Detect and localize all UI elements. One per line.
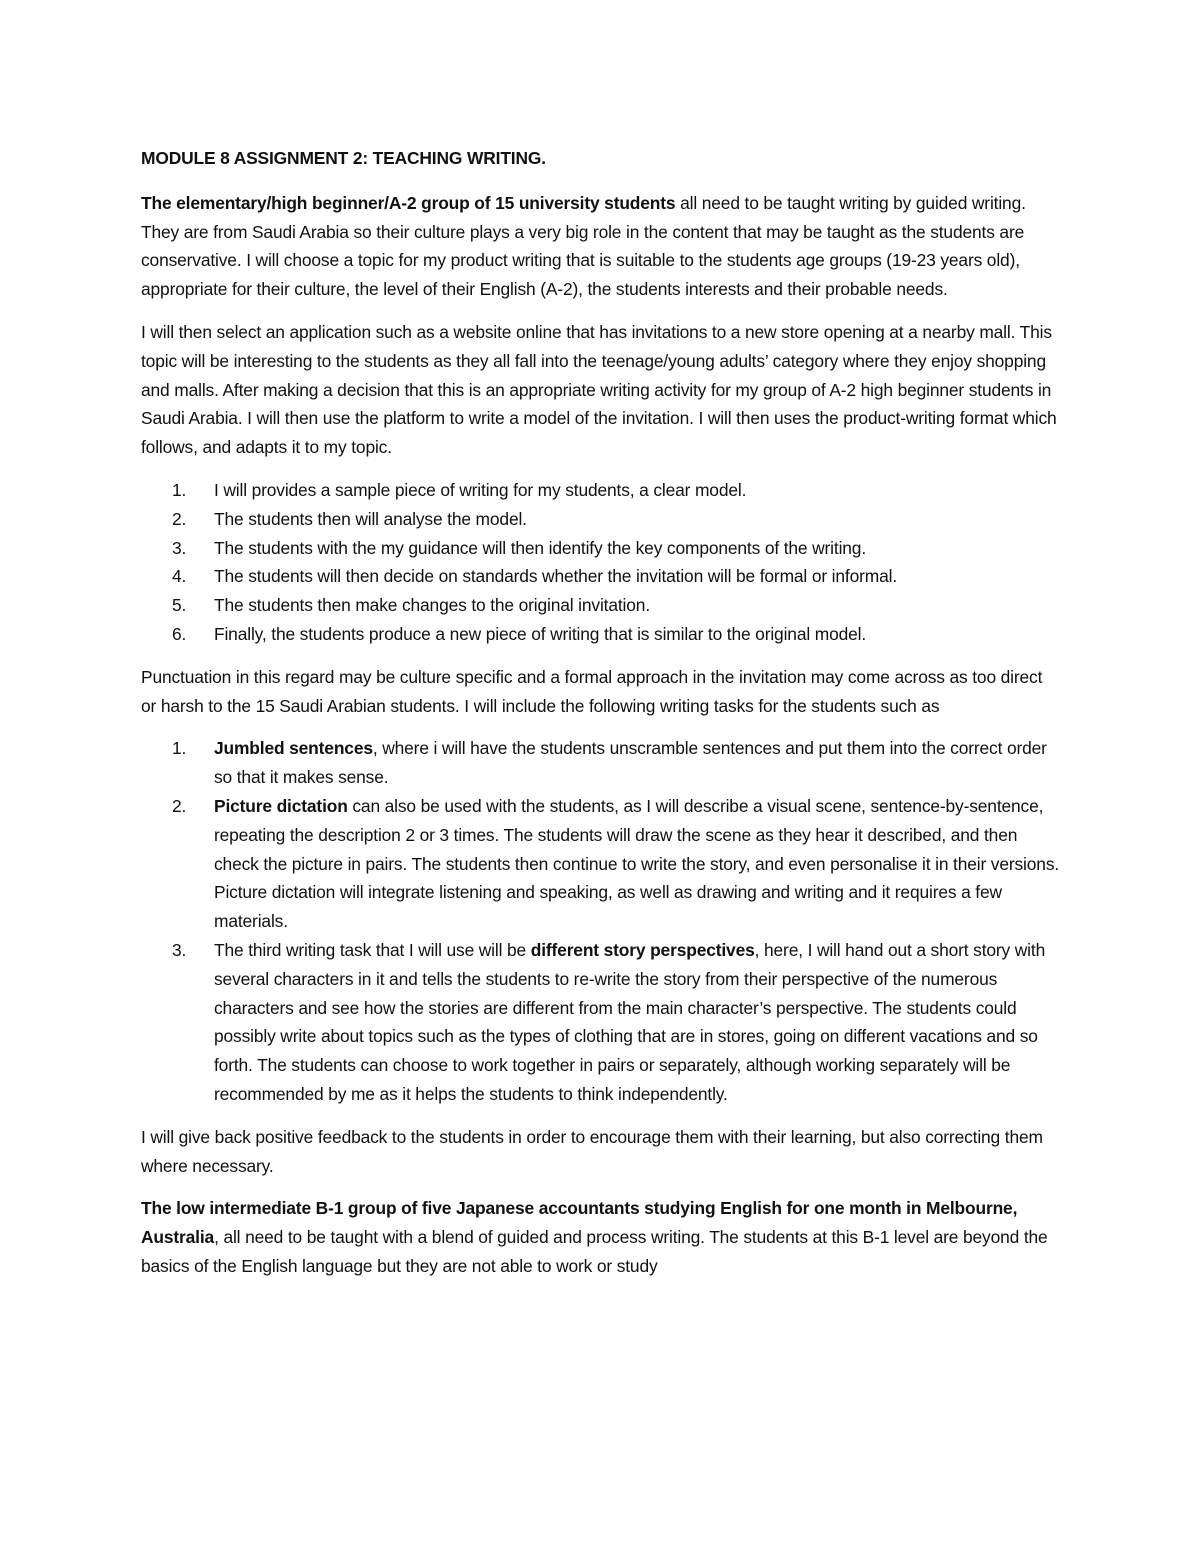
list-item: [141, 734, 1061, 792]
list-number: 3.: [172, 537, 187, 558]
task-name: Jumbled sentences: [214, 738, 373, 759]
list-number: 1.: [172, 738, 187, 759]
list-item-text: The students then make changes to the original invitation.: [214, 595, 651, 616]
list-number: 3.: [172, 939, 187, 960]
list-number: 5.: [172, 595, 187, 616]
paragraph-text: , all need to be taught with a blend of guided and process writing. The students at this B-1 level are beyond the basics of the English language but they are not able to work or study: [141, 1227, 1048, 1276]
paragraph-a2-group: [141, 189, 1061, 304]
list-item-text-before: The third writing task that I will use will be: [214, 939, 531, 960]
list-item: [141, 534, 1061, 563]
paragraph-text: all need to be taught writing by guided writing. They are from Saudi Arabia so their culture plays a very big role in the content that may be taught as the students are conservative. I will choose a topic for my product writing that is suitable to the students age groups (19-23 years old), appropriate for their culture, the level of their English (A-2), the students interests and their probable needs.: [141, 192, 1026, 300]
list-number: 6.: [172, 623, 187, 644]
list-item: [141, 476, 1061, 505]
bold-lead-b1-group: The low intermediate B-1 group of five Japanese accountants studying English for one month in Melbourne, Australia: [141, 1198, 1018, 1248]
list-item: [141, 505, 1061, 534]
bold-lead-a2-group: The elementary/high beginner/A-2 group of 15 university students: [141, 192, 676, 213]
paragraph-application: I will then select an application such as a website online that has invitations to a new store opening at a nearby mall. This topic will be interesting to the students as they all fall into the teenage/young adults’ category where they enjoy shopping and malls. After making a decision that this is an appropriate writing activity for my group of A-2 high beginner students in Saudi Arabia. I will then use the platform to write a model of the invitation. I will then uses the product-writing format which follows, and adapts it to my topic.: [141, 321, 1057, 458]
list-item: [141, 936, 1061, 1109]
task-name: different story perspectives: [530, 939, 755, 960]
list-item: [141, 591, 1061, 620]
list-number: 2.: [172, 508, 187, 529]
paragraph-punctuation: Punctuation in this regard may be culture specific and a formal approach in the invitation may come across as too direct or harsh to the 15 Saudi Arabian students. I will include the following writing tasks for the students such as: [141, 666, 1043, 716]
list-number: 2.: [172, 795, 187, 816]
list-item: [141, 620, 1061, 649]
paragraph-feedback: I will give back positive feedback to the students in order to encourage them with their learning, but also correcting them where necessary.: [141, 1126, 1043, 1176]
list-item-text: The students will then decide on standards whether the invitation will be formal or informal.: [214, 566, 898, 587]
writing-tasks-list: [141, 734, 1061, 1108]
paragraph-b1-group: [141, 1194, 1061, 1280]
product-writing-steps-list: [141, 476, 1061, 649]
document-page: [141, 144, 1061, 1295]
list-item-text: Finally, the students produce a new piece of writing that is similar to the original model.: [214, 623, 867, 644]
list-item-text: The students then will analyse the model.: [214, 508, 527, 529]
list-item: [141, 562, 1061, 591]
document-title: MODULE 8 ASSIGNMENT 2: TEACHING WRITING.: [141, 148, 546, 168]
list-item: [141, 792, 1061, 936]
list-item-text: , here, I will hand out a short story with several characters in it and tells the students to re-write the story from their perspective of the numerous characters and see how the stories are different from the main character’s perspective. The students could possibly write about topics such as the types of clothing that are in stores, going on different vacations and so forth. The students can choose to work together in pairs or separately, although working separately will be recommended by me as it helps the students to think independently.: [214, 939, 1046, 1104]
list-item-text: I will provides a sample piece of writing for my students, a clear model.: [214, 479, 747, 500]
list-item-text: The students with the my guidance will then identify the key components of the writing.: [214, 537, 867, 558]
list-number: 4.: [172, 566, 187, 587]
list-number: 1.: [172, 479, 187, 500]
task-name: Picture dictation: [214, 795, 348, 816]
list-item-text: , where i will have the students unscramble sentences and put them into the correct order so that it makes sense.: [214, 738, 1047, 788]
list-item-text: can also be used with the students, as I will describe a visual scene, sentence-by-sentence, repeating the description 2 or 3 times. The students will draw the scene as they hear it described, and then check the picture in pairs. The students then continue to write the story, and even personalise it in their versions. Picture dictation will integrate listening and speaking, as well as drawing and writing and it requires a few materials.: [214, 795, 1060, 932]
